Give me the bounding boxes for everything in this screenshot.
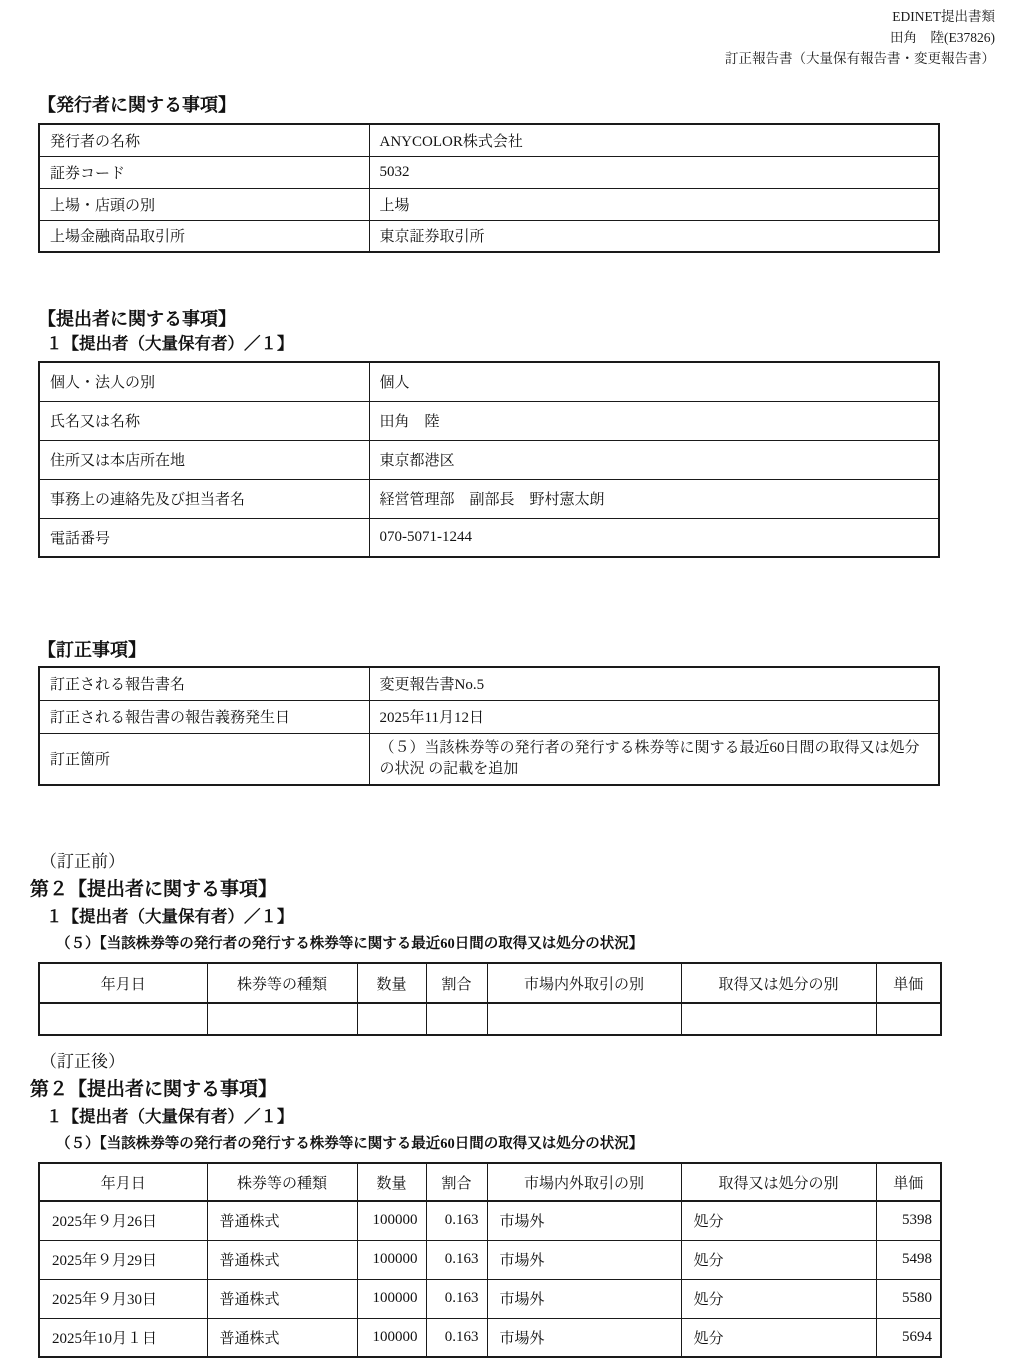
row-label: 住所又は本店所在地 [39,440,369,479]
col-header-price: 単価 [876,963,941,1003]
issuer-table [38,123,940,253]
cell-quantity: 100000 [357,1240,426,1279]
before-marker: （訂正前） [40,852,125,871]
cell-market: 市場外 [487,1201,681,1240]
cell-price: 5694 [876,1318,941,1357]
row-value: ANYCOLOR株式会社 [369,124,939,156]
row-label: 上場・店頭の別 [39,188,369,220]
table-row [39,518,939,557]
filer-section-subtitle: １【提出者（大量保有者）／１】 [46,334,294,353]
row-value: 5032 [369,156,939,188]
correction-section-title: 【訂正事項】 [38,640,146,660]
header-doc-type: EDINET提出書類 [892,9,995,24]
row-value: 東京都港区 [369,440,939,479]
cell-price [876,1003,941,1035]
table-row [39,1240,941,1279]
cell-date: 2025年10月１日 [39,1318,207,1357]
document-header [0,0,1013,69]
row-value: 田角 陸 [369,401,939,440]
row-value: 東京証券取引所 [369,220,939,252]
table-header-row [39,1163,941,1201]
row-label: 訂正される報告書名 [39,667,369,700]
table-row [39,188,939,220]
cell-date: 2025年９月26日 [39,1201,207,1240]
table-row [39,156,939,188]
before-heading: 第２【提出者に関する事項】 [30,879,278,900]
cell-ratio: 0.163 [426,1201,487,1240]
row-value: 経営管理部 副部長 野村憲太朗 [369,479,939,518]
row-label: 訂正される報告書の報告義務発生日 [39,700,369,733]
table-row [39,700,939,733]
row-label: 上場金融商品取引所 [39,220,369,252]
col-header-action: 取得又は処分の別 [681,963,876,1003]
table-row [39,220,939,252]
table-row-empty [39,1003,941,1035]
row-value: 2025年11月12日 [369,700,939,733]
cell-date [39,1003,207,1035]
cell-date: 2025年９月30日 [39,1279,207,1318]
filer-table [38,361,940,558]
col-header-date: 年月日 [39,1163,207,1201]
cell-security-type: 普通株式 [207,1279,357,1318]
row-label: 訂正箇所 [39,733,369,785]
row-label: 氏名又は名称 [39,401,369,440]
cell-quantity: 100000 [357,1279,426,1318]
table-row [39,124,939,156]
cell-security-type: 普通株式 [207,1201,357,1240]
cell-price: 5580 [876,1279,941,1318]
cell-ratio: 0.163 [426,1318,487,1357]
table-header-row [39,963,941,1003]
col-header-market: 市場内外取引の別 [487,1163,681,1201]
cell-security-type: 普通株式 [207,1318,357,1357]
cell-action: 処分 [681,1318,876,1357]
table-row [39,440,939,479]
cell-security-type [207,1003,357,1035]
col-header-security-type: 株券等の種類 [207,1163,357,1201]
cell-action: 処分 [681,1201,876,1240]
cell-ratio: 0.163 [426,1240,487,1279]
after-subheading: １【提出者（大量保有者）／１】 [46,1107,294,1126]
row-value: 上場 [369,188,939,220]
correction-table [38,666,940,786]
table-row [39,362,939,401]
table-row [39,1318,941,1357]
row-label: 発行者の名称 [39,124,369,156]
table-row [39,667,939,700]
row-label: 個人・法人の別 [39,362,369,401]
issuer-section-title: 【発行者に関する事項】 [38,95,236,115]
before-transactions-table [38,962,942,1036]
cell-quantity: 100000 [357,1318,426,1357]
header-filer-name: 田角 陸(E37826) [890,30,995,45]
filer-section-title: 【提出者に関する事項】 [38,309,236,329]
table-row [39,479,939,518]
cell-market: 市場外 [487,1318,681,1357]
cell-action: 処分 [681,1240,876,1279]
row-value: 個人 [369,362,939,401]
col-header-security-type: 株券等の種類 [207,963,357,1003]
table-row [39,401,939,440]
after-transactions-table [38,1162,942,1358]
after-marker: （訂正後） [40,1052,125,1071]
after-table-title: （５）【当該株券等の発行者の発行する株券等に関する最近60日間の取得又は処分の状況】 [56,1136,644,1152]
col-header-market: 市場内外取引の別 [487,963,681,1003]
table-row [39,1201,941,1240]
cell-ratio [426,1003,487,1035]
col-header-price: 単価 [876,1163,941,1201]
row-label: 証券コード [39,156,369,188]
row-label: 電話番号 [39,518,369,557]
table-row [39,733,939,785]
cell-quantity: 100000 [357,1201,426,1240]
cell-quantity [357,1003,426,1035]
cell-price: 5498 [876,1240,941,1279]
before-subheading: １【提出者（大量保有者）／１】 [46,907,294,926]
row-value: （５）当該株券等の発行者の発行する株券等に関する最近60日間の取得又は処分の状況 の記載を追加 [369,733,939,785]
cell-action [681,1003,876,1035]
cell-price: 5398 [876,1201,941,1240]
cell-security-type: 普通株式 [207,1240,357,1279]
col-header-action: 取得又は処分の別 [681,1163,876,1201]
col-header-quantity: 数量 [357,963,426,1003]
after-heading: 第２【提出者に関する事項】 [30,1079,278,1100]
header-report-title: 訂正報告書（大量保有報告書・変更報告書） [725,51,995,66]
row-value: 変更報告書No.5 [369,667,939,700]
col-header-ratio: 割合 [426,963,487,1003]
table-row [39,1279,941,1318]
cell-market [487,1003,681,1035]
cell-market: 市場外 [487,1240,681,1279]
before-table-title: （５）【当該株券等の発行者の発行する株券等に関する最近60日間の取得又は処分の状況】 [56,936,644,952]
cell-ratio: 0.163 [426,1279,487,1318]
col-header-date: 年月日 [39,963,207,1003]
row-value: 070-5071-1244 [369,518,939,557]
cell-date: 2025年９月29日 [39,1240,207,1279]
row-label: 事務上の連絡先及び担当者名 [39,479,369,518]
col-header-ratio: 割合 [426,1163,487,1201]
cell-action: 処分 [681,1279,876,1318]
col-header-quantity: 数量 [357,1163,426,1201]
cell-market: 市場外 [487,1279,681,1318]
